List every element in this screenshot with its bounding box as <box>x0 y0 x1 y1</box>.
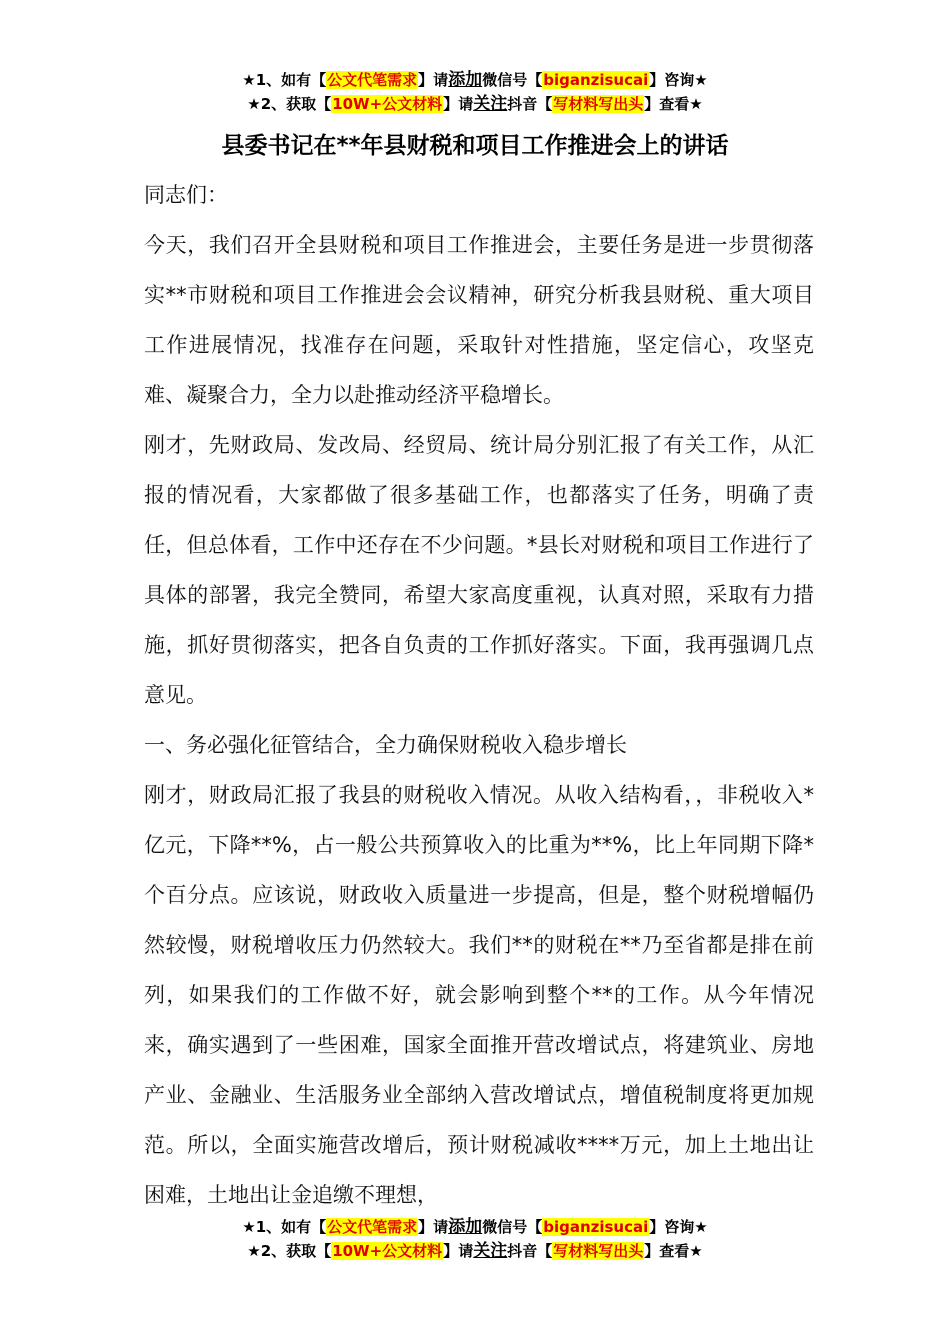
banner-line-1 <box>0 1215 950 1239</box>
banner-line-1 <box>0 68 950 92</box>
banner-text: 】咨询★ <box>649 71 708 89</box>
banner-emphasis: 添加 <box>448 1217 483 1237</box>
section-heading: 一、务必强化征管结合，全力确保财税收入稳步增长 <box>144 733 627 757</box>
banner-text: ★1、如有【 <box>242 71 327 89</box>
banner-highlight: 公文代笔需求 <box>327 71 418 89</box>
banner-text: ★1、如有【 <box>242 1218 327 1236</box>
banner-text: 】请 <box>443 1242 474 1260</box>
banner-text: ★2、获取【 <box>247 1242 332 1260</box>
banner-highlight: biganzisucai <box>543 71 649 89</box>
banner-highlight: 写材料写出头 <box>553 1242 644 1260</box>
banner-text: 】查看★ <box>644 95 703 113</box>
banner-highlight: 10W+公文材料 <box>332 95 443 113</box>
banner-emphasis: 添加 <box>448 70 483 90</box>
banner-text: 】请 <box>443 95 474 113</box>
banner-line-2 <box>0 92 950 116</box>
bottom-banner <box>0 1215 950 1263</box>
banner-text: 】请 <box>418 1218 449 1236</box>
salutation: 同志们： <box>144 183 228 207</box>
banner-emphasis: 关注 <box>473 94 508 114</box>
body-paragraph: 今天，我们召开全县财税和项目工作推进会，主要任务是进一步贯彻落实**市财税和项目工作推进会会议精神，研究分析我县财税、重大项目工作进展情况，找准存在问题，采取针对性措施，坚定信心，攻坚克难、凝聚合力，全力以赴推动经济平稳增长。 <box>144 233 814 407</box>
banner-text: ★2、获取【 <box>247 95 332 113</box>
body-paragraph: 刚才，财政局汇报了我县的财税收入情况。从收入结构看，，非税收入*亿元，下降**%，占一般公共预算收入的比重为**%，比上年同期下降*个百分点。应该说，财政收入质量进一步提高，但是，整个财税增幅仍然较慢，财税增收压力仍然较大。我们**的财税在**乃至省都是排在前列，如果我们的工作做不好，就会影响到整个**的工作。从今年情况来，确实遇到了一些困难，国家全面推开营改增试点，将建筑业、房地产业、金融业、生活服务业全部纳入营改增试点，增值税制度将更加规范。所以，全面实施营改增后，预计财税减收****万元，加上土地出让困难，土地出让金追缴不理想， <box>144 783 814 1207</box>
banner-text: 】查看★ <box>644 1242 703 1260</box>
banner-highlight: biganzisucai <box>543 1218 649 1236</box>
banner-line-2 <box>0 1239 950 1263</box>
top-banner <box>0 68 950 116</box>
banner-text: 】咨询★ <box>649 1218 708 1236</box>
document-body <box>144 170 814 1220</box>
body-paragraph: 刚才，先财政局、发改局、经贸局、统计局分别汇报了有关工作，从汇报的情况看，大家都做了很多基础工作，也都落实了任务，明确了责任，但总体看，工作中还存在不少问题。*县长对财税和项目工作进行了具体的部署，我完全赞同，希望大家高度重视，认真对照，采取有力措施，抓好贯彻落实，把各自负责的工作抓好落实。下面，我再强调几点意见。 <box>144 433 814 707</box>
banner-highlight: 写材料写出头 <box>553 95 644 113</box>
banner-text: 微信号【 <box>482 1218 543 1236</box>
banner-text: 抖音【 <box>507 1242 553 1260</box>
banner-text: 】请 <box>418 71 449 89</box>
banner-highlight: 公文代笔需求 <box>327 1218 418 1236</box>
banner-emphasis: 关注 <box>473 1241 508 1261</box>
document-title: 县委书记在**年县财税和项目工作推进会上的讲话 <box>221 133 729 159</box>
banner-highlight: 10W+公文材料 <box>332 1242 443 1260</box>
banner-text: 抖音【 <box>507 95 553 113</box>
banner-text: 微信号【 <box>482 71 543 89</box>
